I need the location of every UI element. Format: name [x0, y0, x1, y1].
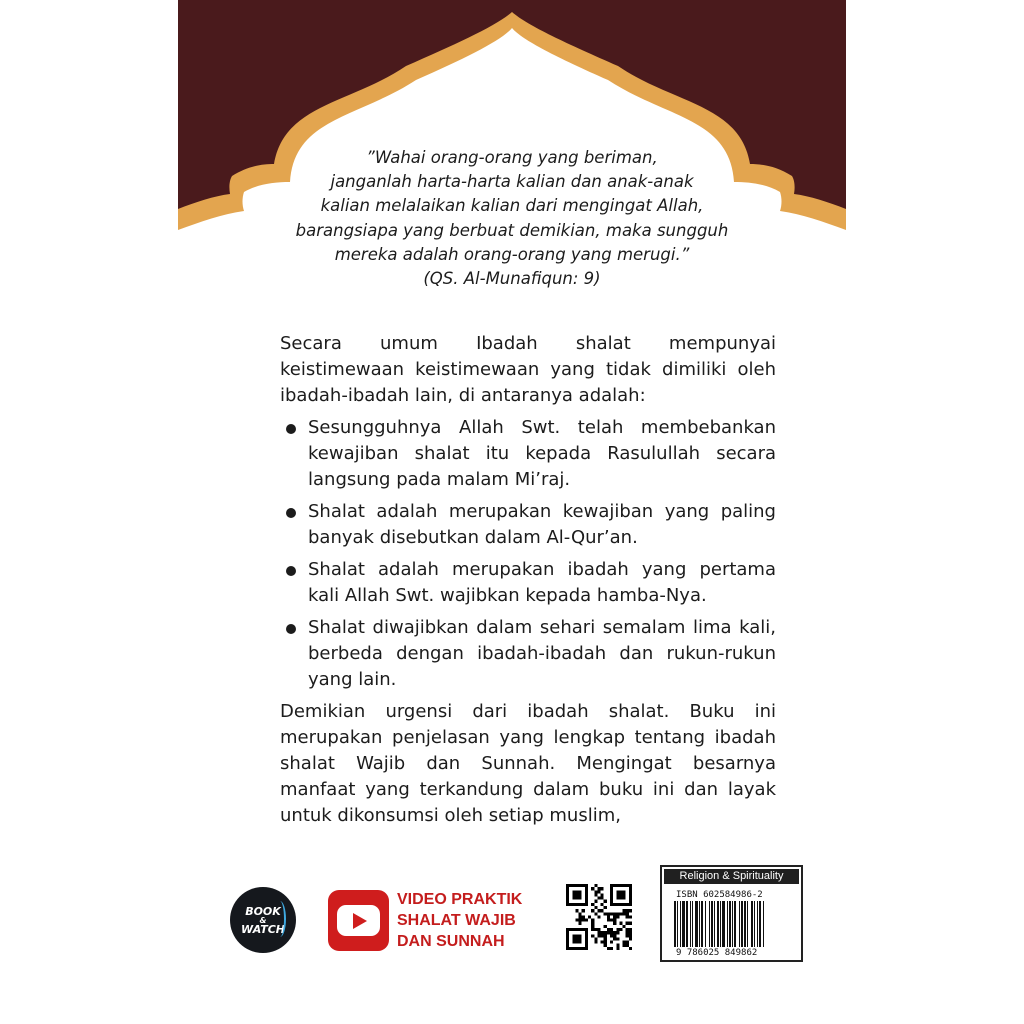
play-icon [337, 905, 380, 936]
book-and-watch-logo [230, 887, 296, 953]
quote-block [278, 146, 746, 291]
video-caption-line: SHALAT WAJIB [397, 912, 516, 929]
logo-ampersand: & [259, 915, 267, 925]
isbn-barcode-box [660, 865, 803, 962]
book-back-cover [178, 0, 846, 1024]
list-item [280, 499, 776, 551]
list-item-text: Shalat adalah merupakan ibadah yang pertama kali Allah Swt. wajibkan kepada hamba-Nya. [308, 559, 776, 606]
video-caption [397, 889, 522, 952]
list-item-text: Shalat diwajibkan dalam sehari semalam lima kali, berbeda dengan ibadah-ibadah dan rukun-rukun yang lain. [308, 617, 776, 690]
quote-line: ”Wahai orang-orang yang beriman, [366, 148, 658, 167]
logo-line-1: BOOK [245, 904, 281, 918]
quote-line: janganlah harta-harta kalian dan anak-anak [330, 172, 694, 192]
quote-source: (QS. Al-Munafiqun: 9) [423, 269, 601, 289]
blurb [280, 331, 776, 829]
video-caption-line: DAN SUNNAH [397, 933, 505, 950]
quote-line: kalian melalaikan kalian dari mengingat Allah, [320, 196, 704, 216]
quote-line: barangsiapa yang berbuat demikian, maka sungguh [295, 220, 729, 240]
blurb-intro: Secara umum Ibadah shalat mempunyai keistimewaan keistimewaan yang tidak dimiliki oleh ibadah-ibadah lain, di antaranya adalah: [280, 333, 776, 406]
blurb-closing: Demikian urgensi dari ibadah shalat. Buku ini merupakan penjelasan yang lengkap tentang ibadah shalat Wajib dan Sunnah. Mengingat besarnya manfaat yang terkandung dalam buku ini dan layak untuk dikonsumsi oleh setiap muslim, [280, 701, 776, 826]
bullet-icon [286, 424, 296, 434]
list-item [280, 615, 776, 693]
barcode-icon [674, 901, 789, 947]
barcode-digits: 9 786025 849862 [676, 948, 758, 958]
list-item-text: Sesungguhnya Allah Swt. telah membebankan kewajiban shalat itu kepada Rasulullah secara langsung pada malam Mi’raj. [308, 417, 776, 490]
bullet-icon [286, 508, 296, 518]
youtube-play-icon [328, 890, 389, 951]
list-item [280, 557, 776, 609]
quote-line: mereka adalah orang-orang yang merugi.” [334, 244, 690, 264]
bullet-list [280, 415, 776, 693]
list-item [280, 415, 776, 493]
qr-code-icon[interactable] [566, 884, 632, 950]
bullet-icon [286, 624, 296, 634]
category-label: Religion & Spirituality [664, 869, 799, 884]
video-caption-line: VIDEO PRAKTIK [397, 891, 523, 908]
swoosh-icon [274, 901, 286, 937]
list-item-text: Shalat adalah merupakan kewajiban yang paling banyak disebutkan dalam Al-Qur’an. [308, 501, 776, 548]
logo-line-2: WATCH [241, 922, 285, 936]
bullet-icon [286, 566, 296, 576]
isbn-number: ISBN 602584986-2 [676, 890, 763, 900]
